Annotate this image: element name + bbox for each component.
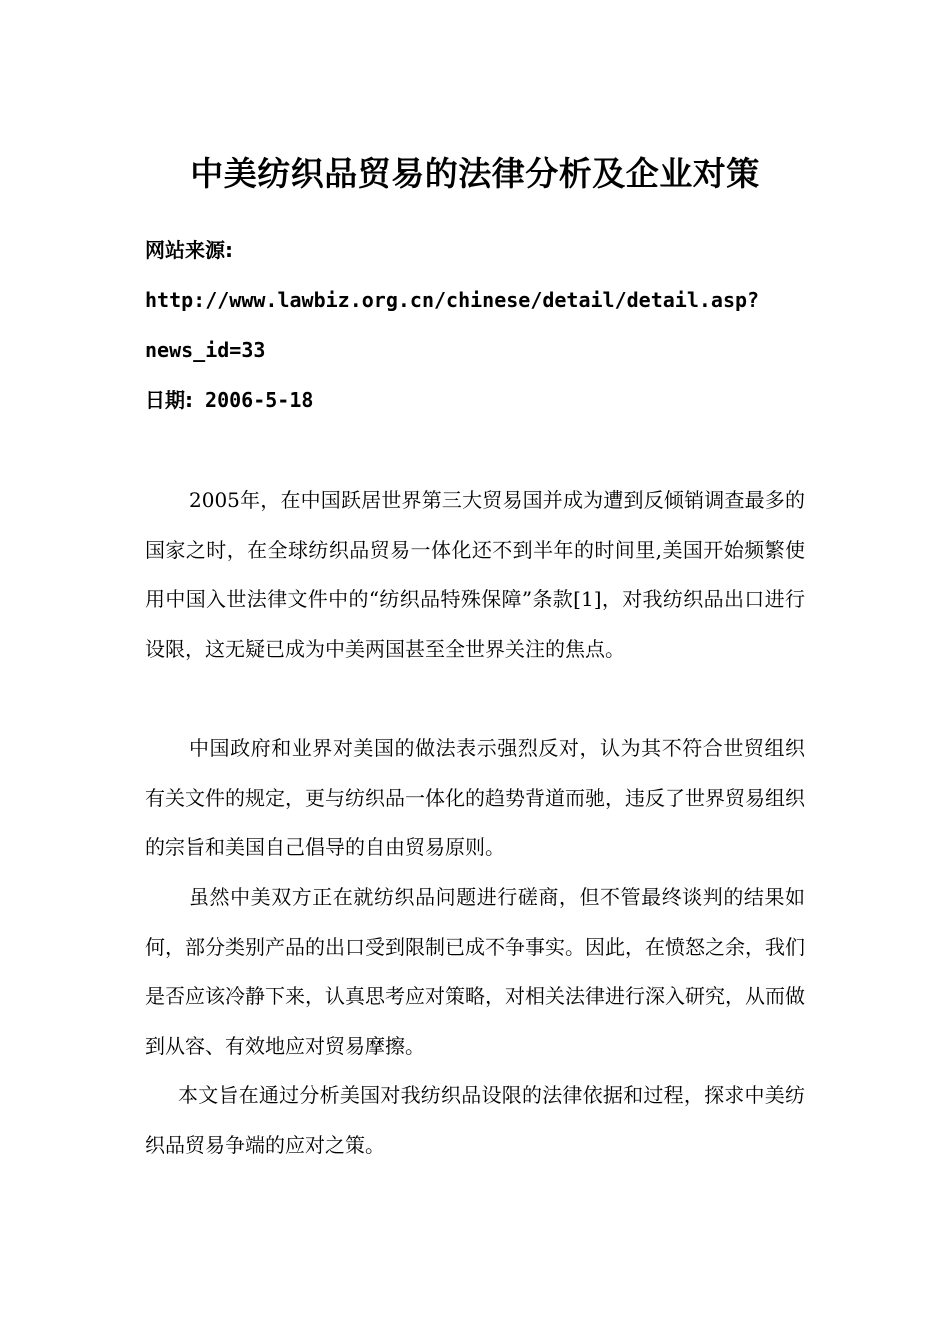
date-value: 2006-5-18 xyxy=(205,388,314,412)
paragraph-4: 本文旨在通过分析美国对我纺织品设限的法律依据和过程，探求中美纺织品贸易争端的应对之策。 xyxy=(145,1083,805,1157)
paragraph-1: 2005年，在中国跃居世界第三大贸易国并成为遭到反倾销调查最多的国家之时，在全球纺织品贸易一体化还不到半年的时间里,美国开始频繁使用中国入世法律文件中的“纺织品特殊保障”条款[1]，对我纺织品出口进行设限，这无疑已成为中美两国甚至全世界关注的焦点。 xyxy=(145,488,805,661)
date-line xyxy=(145,386,313,414)
paragraph-3: 虽然中美双方正在就纺织品问题进行磋商，但不管最终谈判的结果如何，部分类别产品的出口受到限制已成不争事实。因此，在愤怒之余，我们是否应该冷静下来，认真思考应对策略，对相关法律进行深入研究，从而做到从容、有效地应对贸易摩擦。 xyxy=(145,885,805,1058)
date-label: 日期: xyxy=(145,388,193,412)
source-label: 网站来源: xyxy=(145,238,233,262)
paragraph-2: 中国政府和业界对美国的做法表示强烈反对，认为其不符合世贸组织有关文件的规定，更与纺织品一体化的趋势背道而驰，违反了世界贸易组织的宗旨和美国自己倡导的自由贸易原则。 xyxy=(145,736,805,859)
source-line xyxy=(145,236,233,264)
source-url-line2: news_id=33 xyxy=(145,338,266,362)
source-url-line1: http://www.lawbiz.org.cn/chinese/detail/detail.asp? xyxy=(145,288,760,312)
document-title: 中美纺织品贸易的法律分析及企业对策 xyxy=(190,154,760,194)
